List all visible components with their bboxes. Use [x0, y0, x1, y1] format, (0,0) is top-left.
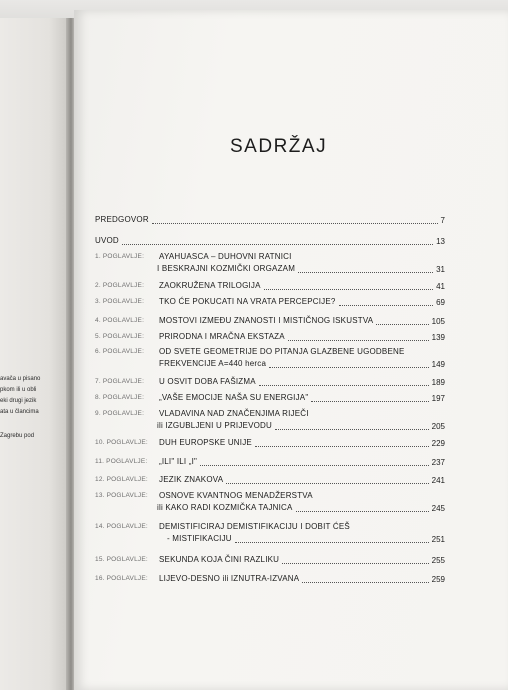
toc-entry-title: „ILI" ILI „I"	[159, 457, 198, 466]
toc-entry-title: OD SVETE GEOMETRIJE DO PITANJA GLAZBENE UGODBENE	[159, 347, 405, 356]
toc-dot-leader	[298, 272, 433, 273]
toc-chapter-label: 10. POGLAVLJE:	[95, 439, 148, 446]
toc-page-number: 241	[431, 476, 445, 485]
toc-entry-title-continued: - MISTIFIKACIJU	[167, 534, 232, 543]
toc-chapter-label: 9. POGLAVLJE:	[95, 410, 145, 417]
toc-dot-leader	[288, 340, 429, 341]
toc-chapter-label: 11. POGLAVLJE:	[95, 458, 148, 465]
toc-dot-leader	[200, 465, 429, 466]
toc-chapter-label: 14. POGLAVLJE:	[95, 523, 148, 530]
toc-page-number: 189	[431, 378, 445, 387]
page-title: SADRŽAJ	[230, 136, 328, 157]
toc-page-number: 31	[436, 265, 445, 274]
toc-chapter-label: 4. POGLAVLJE:	[95, 317, 145, 324]
toc-entry	[95, 574, 445, 588]
toc-chapter-label: 2. POGLAVLJE:	[95, 282, 145, 289]
toc-page-number: 251	[431, 535, 445, 544]
toc-page-number: 13	[436, 237, 445, 246]
toc-entry	[95, 316, 445, 330]
toc-entry-title-continued: ili KAKO RADI KOZMIČKA TAJNICA	[157, 503, 293, 512]
toc-entry	[95, 393, 445, 407]
toc-page-number: 245	[431, 504, 445, 513]
toc-entry-title: TKO ĆE POKUCATI NA VRATA PERCEPCIJE?	[159, 297, 336, 306]
toc-chapter-label: 3. POGLAVLJE:	[95, 298, 145, 305]
toc-entry	[95, 491, 445, 513]
left-page	[0, 18, 70, 690]
toc-chapter-label: 5. POGLAVLJE:	[95, 333, 145, 340]
toc-page-number: 105	[431, 317, 445, 326]
toc-dot-leader	[296, 511, 429, 512]
toc-entry	[95, 252, 445, 274]
toc-entry	[95, 236, 445, 250]
toc-entry-title: OSNOVE KVANTNOG MENADŽERSTVA	[159, 491, 313, 500]
toc-entry	[95, 438, 445, 452]
toc-dot-leader	[235, 542, 429, 543]
toc-entry-title: MOSTOVI IZMEĐU ZNANOSTI I MISTIČNOG ISKUSTVA	[159, 316, 374, 325]
toc-page-number: 7	[440, 216, 445, 225]
toc-entry-title-continued: I BESKRAJNI KOZMIČKI ORGAZAM	[157, 264, 296, 273]
toc-entry	[95, 332, 445, 346]
toc-entry-title: PREDGOVOR	[95, 215, 149, 224]
toc-page-number: 69	[436, 298, 445, 307]
toc-entry	[95, 281, 445, 295]
toc-chapter-label: 6. POGLAVLJE:	[95, 348, 145, 355]
toc-entry-title: JEZIK ZNAKOVA	[159, 475, 224, 484]
toc-dot-leader	[311, 401, 429, 402]
left-line: pkom ili u obli	[0, 387, 37, 393]
left-line: Zagrebu pod	[0, 433, 35, 439]
toc-entry	[95, 215, 445, 229]
toc-dot-leader	[269, 367, 429, 368]
toc-page-number: 259	[431, 575, 445, 584]
toc-page-number: 197	[431, 394, 445, 403]
toc-dot-leader	[226, 483, 429, 484]
toc-dot-leader	[122, 244, 433, 245]
toc-dot-leader	[264, 289, 433, 290]
toc-page-number: 41	[436, 282, 445, 291]
toc-entry-title: VLADAVINA NAD ZNAČENJIMA RIJEČI	[159, 409, 309, 418]
toc-entry	[95, 475, 445, 489]
toc-page-number: 255	[431, 556, 445, 565]
toc-chapter-label: 16. POGLAVLJE:	[95, 575, 148, 582]
toc-entry-title: U OSVIT DOBA FAŠIZMA	[159, 377, 256, 386]
toc-chapter-label: 15. POGLAVLJE:	[95, 556, 148, 563]
toc-entry	[95, 522, 445, 544]
toc-entry-title: „VAŠE EMOCIJE NAŠA SU ENERGIJA"	[159, 393, 309, 402]
toc-entry-title: SEKUNDA KOJA ČINI RAZLIKU	[159, 555, 280, 564]
toc-dot-leader	[259, 385, 429, 386]
toc-page-number: 229	[431, 439, 445, 448]
toc-entry-title-continued: FREKVENCIJE A=440 herca	[159, 359, 267, 368]
toc-entry-title: PRIRODNA I MRAČNA EKSTAZA	[159, 332, 285, 341]
toc-entry	[95, 409, 445, 431]
toc-entry-title: UVOD	[95, 236, 119, 245]
toc-page-number: 139	[431, 333, 445, 342]
toc-page-number: 237	[431, 458, 445, 467]
toc-entry-title-continued: ili IZGUBLJENI U PRIJEVODU	[157, 421, 272, 430]
left-line: eki drugi jezik	[0, 398, 37, 404]
toc-entry	[95, 457, 445, 471]
toc-page-number: 205	[431, 422, 445, 431]
toc-entry-title: LIJEVO-DESNO ili IZNUTRA-IZVANA	[159, 574, 300, 583]
toc-dot-leader	[275, 429, 429, 430]
toc-dot-leader	[282, 563, 429, 564]
toc-chapter-label: 7. POGLAVLJE:	[95, 378, 145, 385]
toc-dot-leader	[255, 446, 429, 447]
toc-entry	[95, 377, 445, 391]
toc-chapter-label: 13. POGLAVLJE:	[95, 492, 148, 499]
toc-entry-title: ZAOKRUŽENA TRILOGIJA	[159, 281, 261, 290]
toc-entry-title: DEMISTIFICIRAJ DEMISTIFIKACIJU I DOBIT ĆEŠ	[159, 522, 350, 531]
toc-entry-title: AYAHUASCA – DUHOVNI RATNICI	[159, 252, 292, 261]
left-line: ata u člancima	[0, 409, 39, 415]
toc-entry-title: DUH EUROPSKE UNIJE	[159, 438, 252, 447]
toc-entry	[95, 297, 445, 311]
toc-chapter-label: 1. POGLAVLJE:	[95, 253, 145, 260]
toc-entry	[95, 555, 445, 569]
toc-dot-leader	[302, 582, 429, 583]
toc-chapter-label: 12. POGLAVLJE:	[95, 476, 148, 483]
left-page-text	[0, 374, 70, 442]
toc-dot-leader	[152, 223, 438, 224]
toc-dot-leader	[376, 324, 429, 325]
toc-dot-leader	[339, 305, 433, 306]
left-line: avača u pisano	[0, 376, 41, 382]
toc-page-number: 149	[431, 360, 445, 369]
toc-entry	[95, 347, 445, 369]
toc-chapter-label: 8. POGLAVLJE:	[95, 394, 145, 401]
